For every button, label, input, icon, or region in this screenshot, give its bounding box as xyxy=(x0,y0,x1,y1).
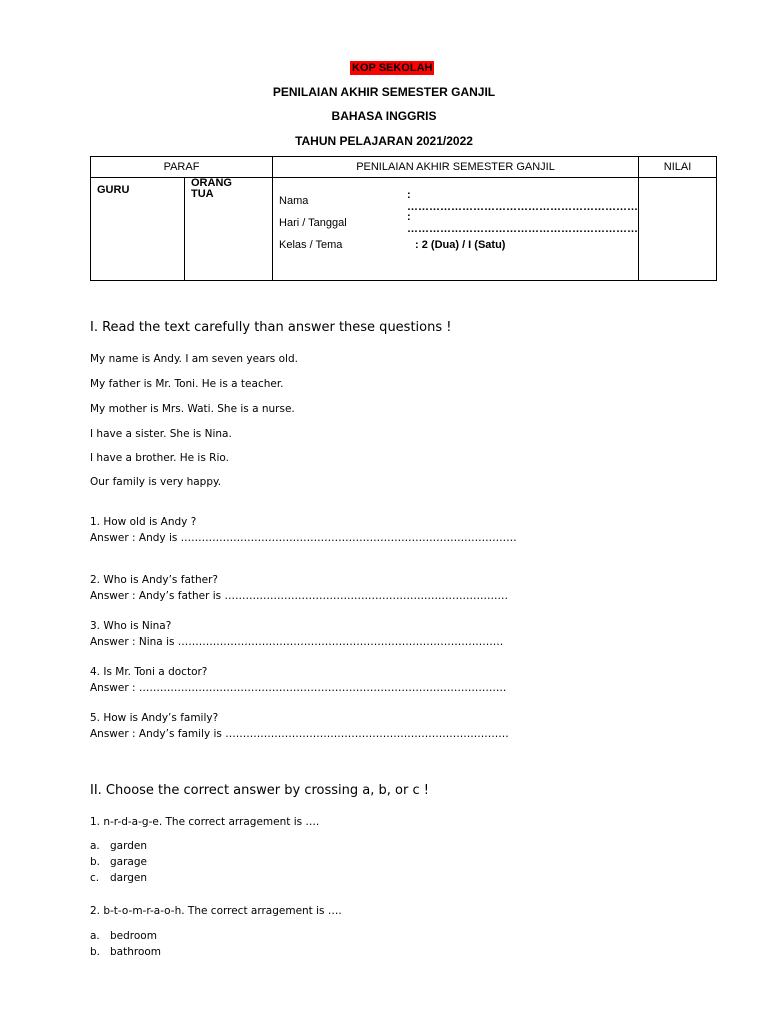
answer-2-line[interactable]: Answer : Andy’s father is ……………………………………………………………………… xyxy=(90,590,508,602)
option-letter: a. xyxy=(90,930,100,942)
reading-line-1: My name is Andy. I am seven years old. xyxy=(90,353,298,365)
identity-row-date xyxy=(273,212,638,234)
parent-signature-cell xyxy=(185,178,273,281)
student-info-table xyxy=(90,156,717,281)
reading-line-2: My father is Mr. Toni. He is a teacher. xyxy=(90,378,284,390)
option-letter: b. xyxy=(90,856,101,868)
question-1-text: 1. How old is Andy ? xyxy=(90,516,197,528)
reading-line-3: My mother is Mrs. Wati. She is a nurse. xyxy=(90,403,295,415)
answer-4-line[interactable]: Answer : …………………………………………………………………………………………… xyxy=(90,682,507,694)
question-4 xyxy=(90,664,506,696)
academic-year: TAHUN PELAJARAN 2021/2022 xyxy=(295,134,473,148)
question-5-text: 5. How is Andy’s family? xyxy=(90,712,219,724)
guru-label: GURU xyxy=(97,184,130,196)
mc-option[interactable] xyxy=(90,838,147,854)
option-letter: a. xyxy=(90,840,100,852)
question-3 xyxy=(90,618,503,650)
identity-cell xyxy=(273,178,639,281)
orang-label: ORANG xyxy=(191,177,232,189)
reading-line-6: Our family is very happy. xyxy=(90,476,222,488)
question-1 xyxy=(90,514,517,546)
option-text: dargen xyxy=(110,872,148,884)
reading-line-5: I have a brother. He is Rio. xyxy=(90,452,229,464)
answer-3-line[interactable]: Answer : Nina is ………………………………………………………………………………… xyxy=(90,636,504,648)
mc-options-2 xyxy=(90,928,161,960)
name-field[interactable]: : ……………………………………………………… xyxy=(407,189,639,213)
question-3-text: 3. Who is Nina? xyxy=(90,620,172,632)
mc-question-2: 2. b-t-o-m-r-a-o-h. The correct arragement is …. xyxy=(90,905,342,917)
question-2 xyxy=(90,572,508,604)
mc-option[interactable] xyxy=(90,928,161,944)
answer-1-line[interactable]: Answer : Andy is …………………………………………………………………………………… xyxy=(90,532,517,544)
section-1-heading: I. Read the text carefully than answer these questions ! xyxy=(90,320,452,335)
kop-sekolah-label: KOP SEKOLAH xyxy=(352,62,433,74)
option-letter: c. xyxy=(90,872,100,884)
class-label: Kelas / Tema xyxy=(279,239,343,251)
option-text: garage xyxy=(110,856,147,868)
option-text: bathroom xyxy=(110,946,162,958)
subject-title: BAHASA INGGRIS xyxy=(331,109,437,123)
mc-option[interactable] xyxy=(90,944,161,960)
exam-title: PENILAIAN AKHIR SEMESTER GANJIL xyxy=(272,85,496,99)
mc-question-1: 1. n-r-d-a-g-e. The correct arragement is …. xyxy=(90,816,320,828)
question-5 xyxy=(90,710,509,742)
tua-label: TUA xyxy=(191,188,214,200)
option-letter: b. xyxy=(90,946,101,958)
question-4-text: 4. Is Mr. Toni a doctor? xyxy=(90,666,208,678)
option-text: bedroom xyxy=(110,930,157,942)
question-2-text: 2. Who is Andy’s father? xyxy=(90,574,218,586)
identity-row-class xyxy=(273,234,638,256)
mc-option[interactable] xyxy=(90,854,147,870)
mc-option[interactable] xyxy=(90,870,147,886)
answer-5-line[interactable]: Answer : Andy’s family is ……………………………………………………………………… xyxy=(90,728,509,740)
section-2-heading: II. Choose the correct answer by crossing a, b, or c ! xyxy=(90,783,429,798)
identity-row-name xyxy=(273,190,638,212)
pas-header: PENILAIAN AKHIR SEMESTER GANJIL xyxy=(273,157,639,178)
class-value: : 2 (Dua) / I (Satu) xyxy=(415,239,506,251)
date-label: Hari / Tanggal xyxy=(279,217,347,229)
score-cell[interactable] xyxy=(639,178,717,281)
paraf-header: PARAF xyxy=(91,157,273,178)
mc-options-1 xyxy=(90,838,147,886)
guru-signature-cell xyxy=(91,178,185,281)
option-text: garden xyxy=(110,840,148,852)
nilai-header: NILAI xyxy=(639,157,717,178)
date-field[interactable]: : ……………………………………………………… xyxy=(407,211,639,235)
name-label: Nama xyxy=(279,195,309,207)
reading-line-4: I have a sister. She is Nina. xyxy=(90,428,232,440)
